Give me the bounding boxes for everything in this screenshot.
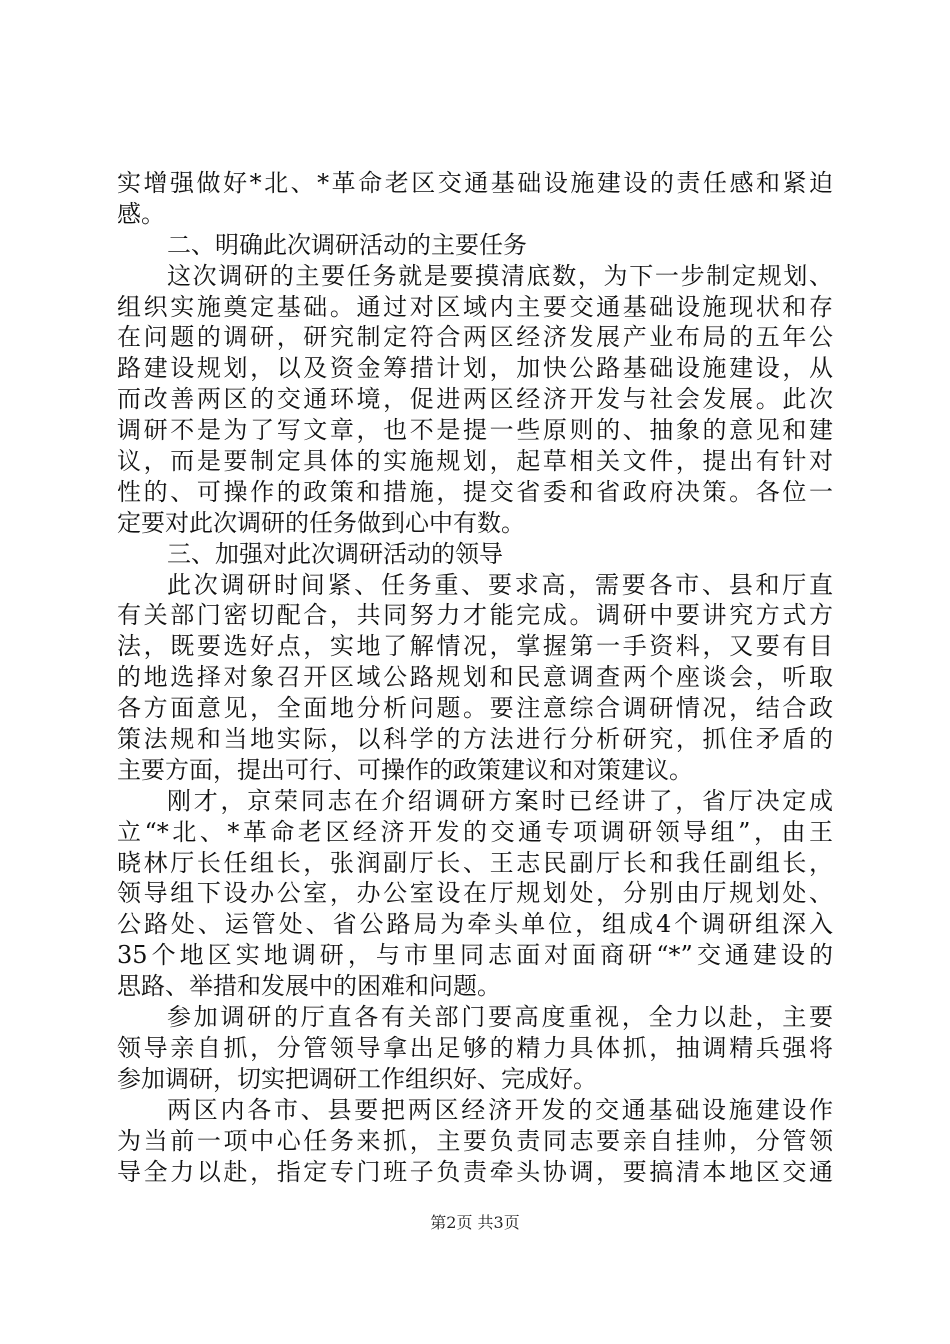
text-line: 实增强做好*北、*革命老区交通基础设施建设的责任感和紧迫 bbox=[117, 169, 833, 197]
text-line: 感。 bbox=[117, 199, 165, 228]
text-line: 刚才，京荣同志在介绍调研方案时已经讲了，省厅决定成 bbox=[167, 786, 833, 815]
text-line: 策法规和当地实际，以科学的方法进行分析研究，抓住矛盾的 bbox=[117, 725, 833, 754]
text-line: 导全力以赴，指定专门班子负责牵头协调，要搞清本地区交通 bbox=[117, 1157, 833, 1186]
document-body bbox=[117, 168, 833, 1187]
text-line: 主要方面，提出可行、可操作的政策建议和对策建议。 bbox=[117, 755, 693, 784]
text-line: 路建设规划，以及资金筹措计划，加快公路基础设施建设，从 bbox=[117, 354, 833, 383]
text-line: 定要对此次调研的任务做到心中有数。 bbox=[117, 508, 525, 537]
page-footer: 第2页 共3页 bbox=[430, 1213, 520, 1232]
text-line: 领导组下设办公室，办公室设在厅规划处，分别由厅规划处、 bbox=[117, 879, 833, 908]
text-line: 议，而是要制定具体的实施规划，起草相关文件，提出有针对 bbox=[117, 447, 833, 476]
text-line: 晓林厅长任组长，张润副厅长、王志民副厅长和我任副组长， bbox=[117, 848, 833, 877]
text-line: 这次调研的主要任务就是要摸清底数，为下一步制定规划、 bbox=[167, 261, 833, 290]
text-line: 两区内各市、县要把两区经济开发的交通基础设施建设作 bbox=[167, 1095, 833, 1124]
text-line: 35个地区实地调研，与市里同志面对面商研“*”交通建设的 bbox=[117, 941, 833, 970]
text-line: 各方面意见，全面地分析问题。要注意综合调研情况，结合政 bbox=[117, 694, 833, 723]
text-line: 参加调研的厅直各有关部门要高度重视，全力以赴，主要 bbox=[167, 1003, 833, 1032]
text-line: 的地选择对象召开区域公路规划和民意调查两个座谈会，听取 bbox=[117, 663, 833, 692]
text-line: 公路处、运管处、省公路局为牵头单位，组成4个调研组深入 bbox=[117, 910, 833, 939]
text-line: 思路、举措和发展中的困难和问题。 bbox=[117, 972, 501, 1001]
text-line: 领导亲自抓，分管领导拿出足够的精力具体抓，抽调精兵强将 bbox=[117, 1033, 833, 1062]
text-line: 此次调研时间紧、任务重、要求高，需要各市、县和厅直 bbox=[167, 570, 833, 599]
text-line: 法，既要选好点，实地了解情况，掌握第一手资料，又要有目 bbox=[117, 632, 833, 661]
text-line: 在问题的调研，研究制定符合两区经济发展产业布局的五年公 bbox=[117, 323, 833, 352]
text-line: 有关部门密切配合，共同努力才能完成。调研中要讲究方式方 bbox=[117, 601, 833, 630]
text-line: 三、加强对此次调研活动的领导 bbox=[167, 539, 503, 568]
text-line: 二、明确此次调研活动的主要任务 bbox=[167, 230, 527, 259]
text-line: 而改善两区的交通环境，促进两区经济开发与社会发展。此次 bbox=[117, 385, 833, 414]
text-line: 性的、可操作的政策和措施，提交省委和省政府决策。各位一 bbox=[117, 477, 833, 506]
text-line: 调研不是为了写文章，也不是提一些原则的、抽象的意见和建 bbox=[117, 416, 833, 445]
text-line: 组织实施奠定基础。通过对区域内主要交通基础设施现状和存 bbox=[117, 292, 833, 321]
text-line: 参加调研，切实把调研工作组织好、完成好。 bbox=[117, 1064, 597, 1093]
text-line: 立“*北、*革命老区经济开发的交通专项调研领导组”，由王 bbox=[117, 817, 833, 846]
text-line: 为当前一项中心任务来抓，主要负责同志要亲自挂帅，分管领 bbox=[117, 1126, 833, 1155]
